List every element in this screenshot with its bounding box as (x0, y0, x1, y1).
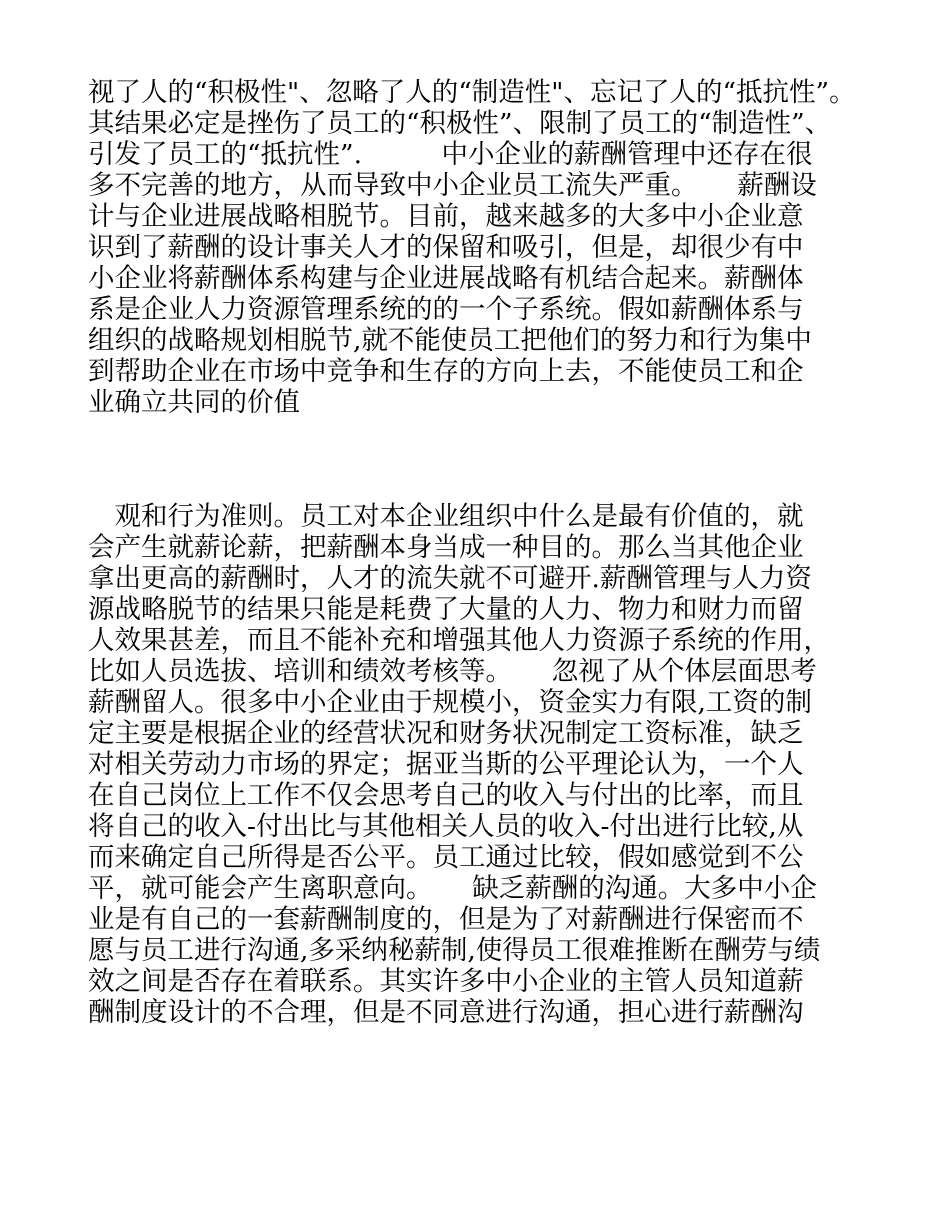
text-line: 引发了员工的“抵抗性”. 中小企业的薪酬管理中还存在很 (88, 139, 813, 170)
text-line: 到帮助企业在市场中竞争和生存的方向上去，不能使员工和企 (88, 356, 804, 387)
text-line: 定主要是根据企业的经营状况和财务状况制定工资标准，缺乏 (88, 718, 804, 749)
text-line: 对相关劳动力市场的界定；据亚当斯的公平理论认为，一个人 (88, 749, 804, 780)
text-line: 愿与员工进行沟通,多采纳秘薪制,使得员工很难推断在酬劳与绩 (88, 935, 821, 966)
text-line: 会产生就薪论薪，把薪酬本身当成一种目的。那么当其他企业 (88, 532, 804, 563)
text-line: 组织的战略规划相脱节,就不能使员工把他们的努力和行为集中 (88, 325, 812, 356)
text-line: 比如人员选拔、培训和绩效考核等。 忽视了从个体层面思考 (88, 656, 817, 687)
text-line: 而来确定自己所得是否公平。员工通过比较，假如感觉到不公 (88, 842, 804, 873)
text-line: 拿出更高的薪酬时，人才的流失就不可避开.薪酬管理与人力资 (88, 563, 812, 594)
text-line: 将自己的收入-付出比与其他相关人员的收入-付出进行比较,从 (88, 811, 804, 842)
text-line: 酬制度设计的不合理，但是不同意进行沟通，担心进行薪酬沟 (88, 997, 804, 1028)
text-line: 小企业将薪酬体系构建与企业进展战略有机结合起来。薪酬体 (88, 263, 804, 294)
text-line: 业确立共同的价值 (88, 387, 300, 418)
text-line: 识到了薪酬的设计事关人才的保留和吸引，但是，却很少有中 (88, 232, 804, 263)
text-line: 计与企业进展战略相脱节。目前，越来越多的大多中小企业意 (88, 201, 804, 232)
text-line: 系是企业人力资源管理系统的的一个子系统。假如薪酬体系与 (88, 294, 804, 325)
text-line: 视了人的“积极性"、忽略了人的“制造性"、忘记了人的“抵抗性”。 (88, 77, 856, 108)
text-line: 源战略脱节的结果只能是耗费了大量的人力、物力和财力而留 (88, 594, 804, 625)
text-line: 其结果必定是挫伤了员工的“积极性”、限制了员工的“制造性”、 (88, 108, 832, 139)
text-line: 业是有自己的一套薪酬制度的，但是为了对薪酬进行保密而不 (88, 904, 804, 935)
text-line: 多不完善的地方，从而导致中小企业员工流失严重。 薪酬设 (88, 170, 817, 201)
text-line: 平，就可能会产生离职意向。 缺乏薪酬的沟通。大多中小企 (88, 873, 817, 904)
text-line: 人效果甚差，而且不能补充和增强其他人力资源子系统的作用， (88, 625, 830, 656)
text-line: 效之间是否存在着联系。其实许多中小企业的主管人员知道薪 (88, 966, 804, 997)
text-line: 薪酬留人。很多中小企业由于规模小，资金实力有限,工资的制 (88, 687, 812, 718)
text-line: 在自己岗位上工作不仅会思考自己的收入与付出的比率，而且 (88, 780, 804, 811)
text-line: 观和行为准则。员工对本企业组织中什么是最有价值的，就 (88, 501, 804, 532)
